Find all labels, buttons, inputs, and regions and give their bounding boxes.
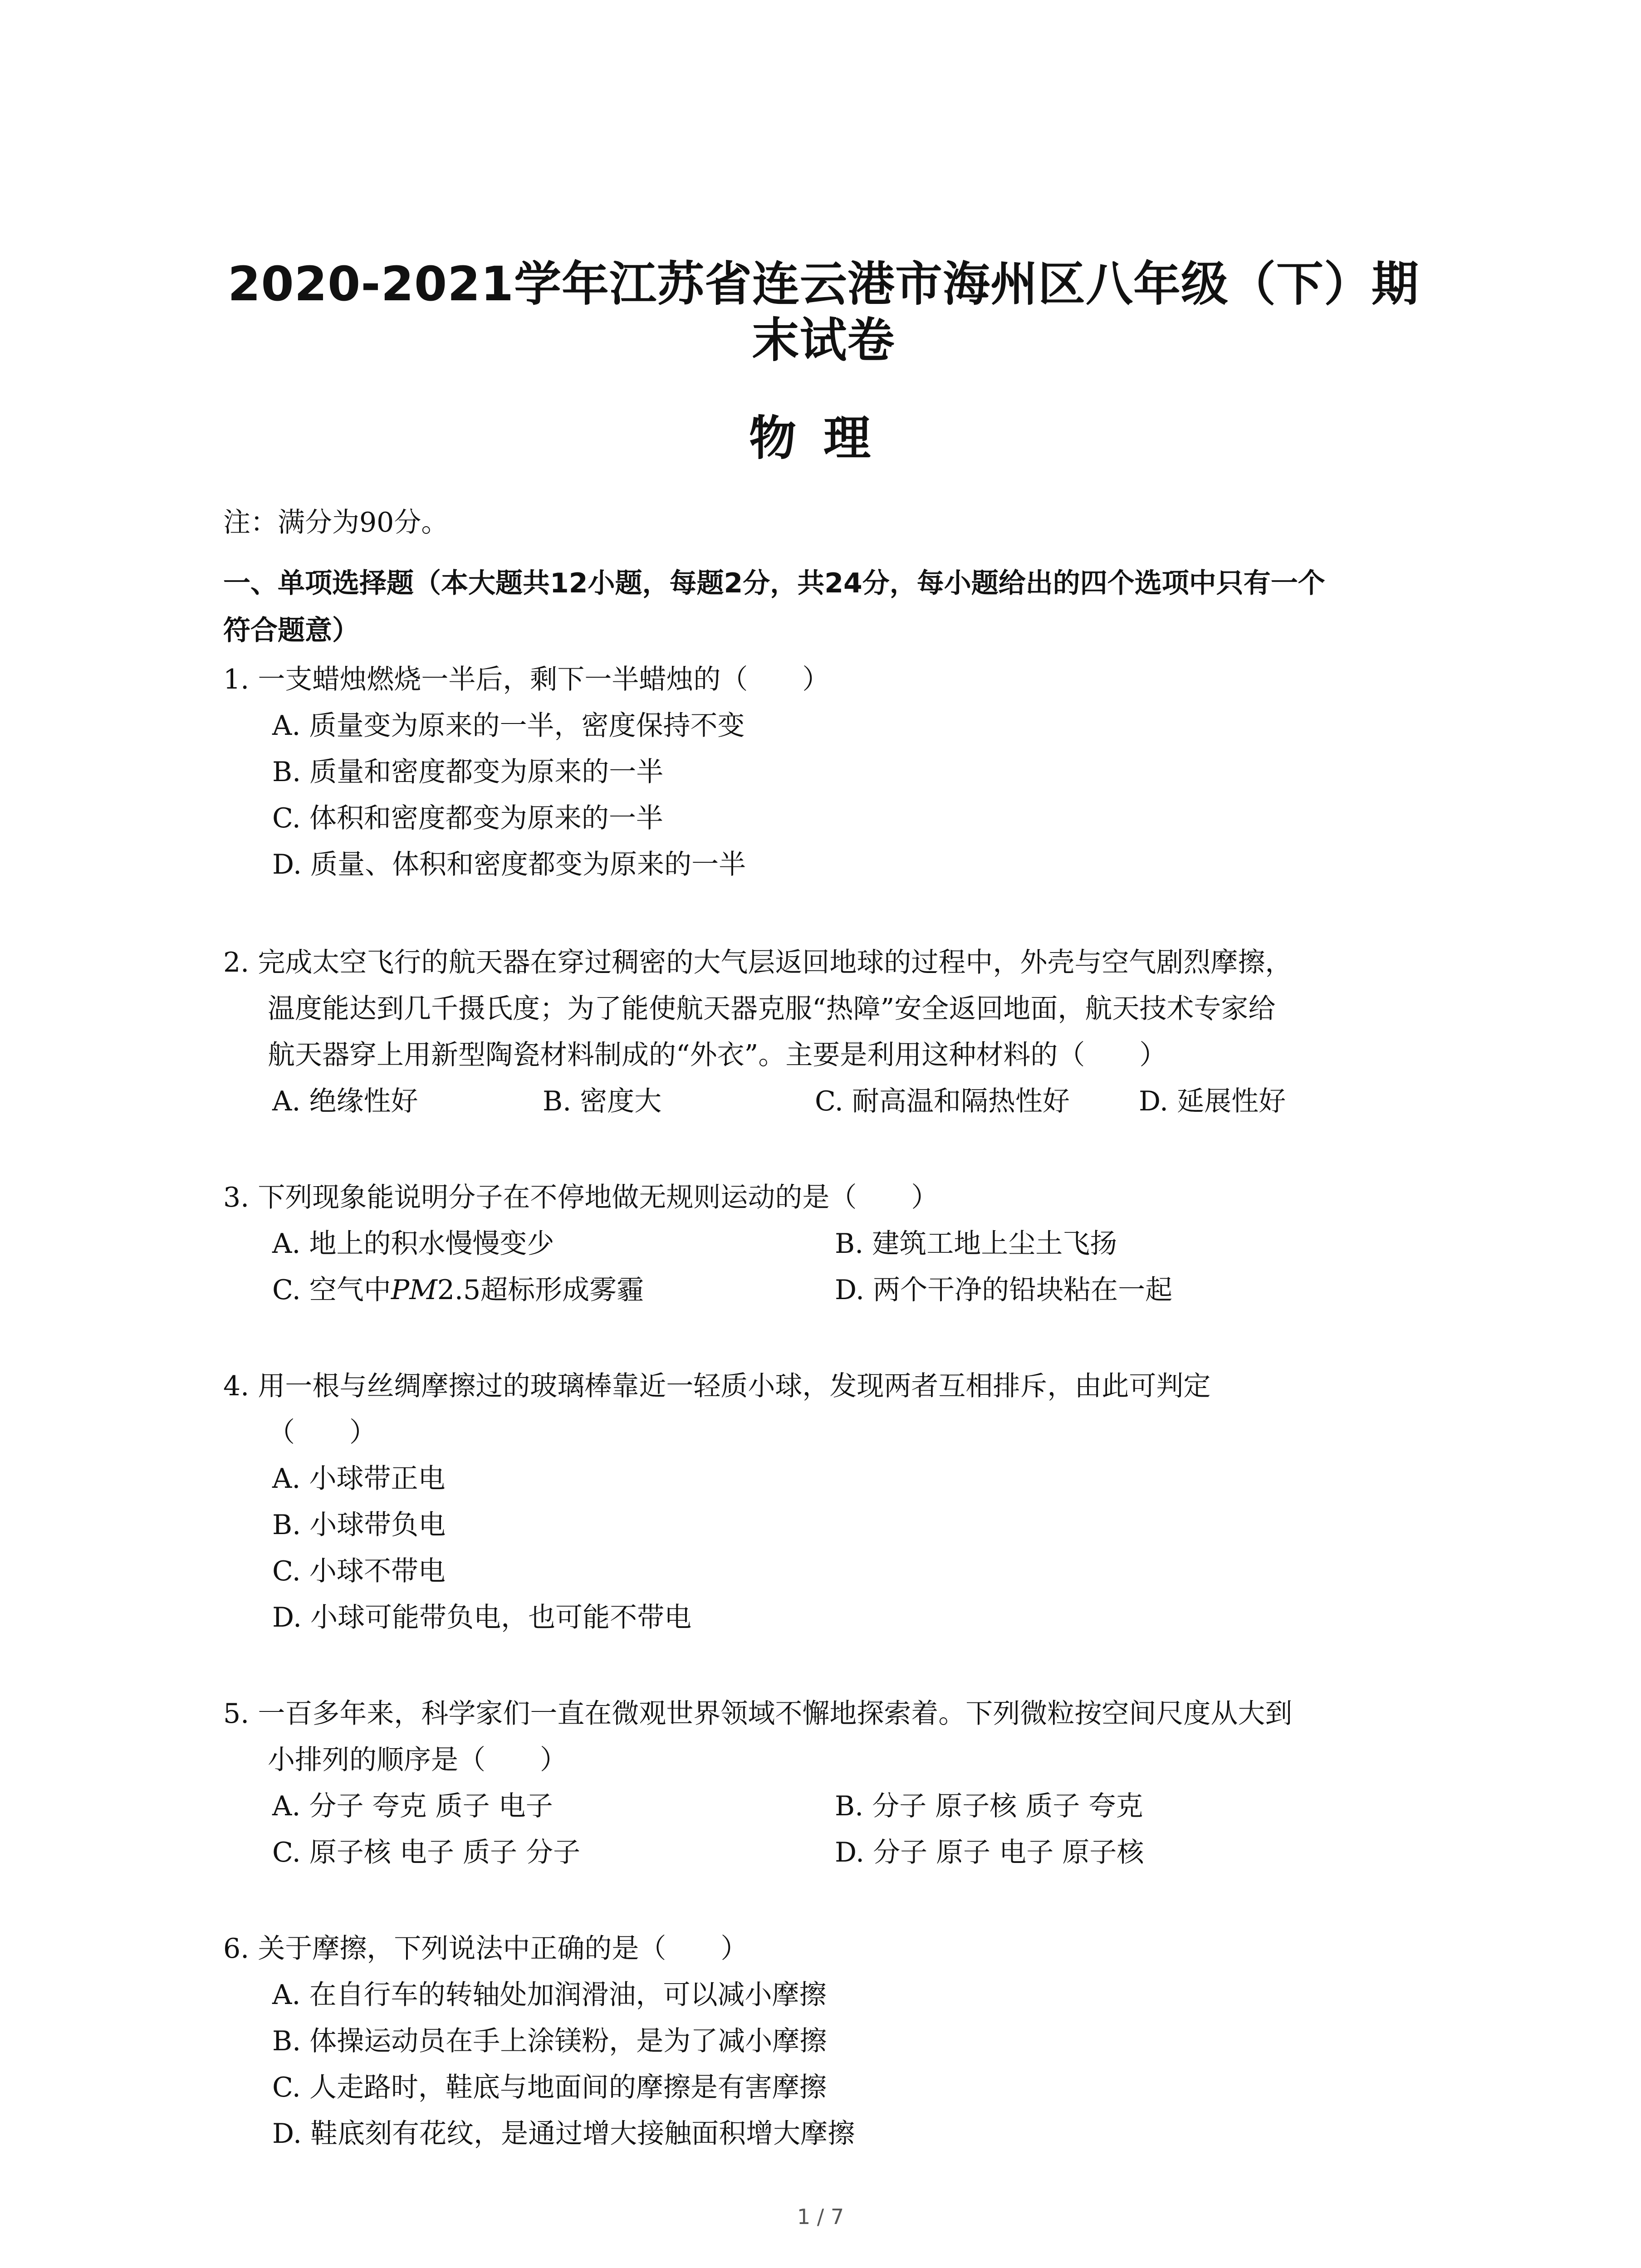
question-3-option-b: B. 建筑工地上尘土飞扬 — [835, 1228, 1117, 1260]
question-3-option-c — [272, 1272, 644, 1308]
question-6-stem: 6. 关于摩擦，下列说法中正确的是（ ） — [223, 1933, 748, 1965]
question-3-option-c-suffix: 2.5超标形成雾霾 — [437, 1274, 644, 1306]
question-6-option-a: A. 在自行车的转轴处加润滑油，可以减小摩擦 — [272, 1979, 827, 2011]
question-5-option-b: B. 分子 原子核 质子 夸克 — [835, 1790, 1143, 1822]
question-2-stem-line-3: 航天器穿上用新型陶瓷材料制成的“外衣”。主要是利用这种材料的（ ） — [268, 1039, 1167, 1071]
question-4-stem-line-2: （ ） — [268, 1417, 377, 1448]
question-4-option-b: B. 小球带负电 — [272, 1509, 446, 1541]
question-2-option-c: C. 耐高温和隔热性好 — [815, 1085, 1070, 1117]
question-2-option-b: B. 密度大 — [543, 1085, 662, 1117]
question-5-stem-line-1: 5. 一百多年来，科学家们一直在微观世界领域不懈地探索着。下列微粒按空间尺度从大到 — [223, 1698, 1293, 1730]
question-1-option-b: B. 质量和密度都变为原来的一半 — [272, 756, 664, 788]
question-4-option-d: D. 小球可能带负电，也可能不带电 — [272, 1602, 692, 1633]
exam-title-line-2: 末试卷 — [752, 313, 895, 368]
question-3-option-d: D. 两个干净的铅块粘在一起 — [835, 1274, 1173, 1306]
question-3-option-c-pm: PM — [391, 1274, 437, 1306]
question-4-stem-line-1: 4. 用一根与丝绸摩擦过的玻璃棒靠近一轻质小球，发现两者互相排斥，由此可判定 — [223, 1370, 1211, 1402]
question-3-stem: 3. 下列现象能说明分子在不停地做无规则运动的是（ ） — [223, 1182, 939, 1213]
question-1-stem: 1. 一支蜡烛燃烧一半后，剩下一半蜡烛的（ ） — [223, 664, 830, 695]
question-4-option-a: A. 小球带正电 — [272, 1463, 446, 1495]
question-5-option-d: D. 分子 原子 电子 原子核 — [835, 1837, 1144, 1868]
question-1-option-c: C. 体积和密度都变为原来的一半 — [272, 802, 663, 834]
question-4-option-c: C. 小球不带电 — [272, 1555, 446, 1587]
question-3-option-a: A. 地上的积水慢慢变少 — [272, 1228, 554, 1260]
question-5-option-c: C. 原子核 电子 质子 分子 — [272, 1837, 581, 1868]
question-2-option-a: A. 绝缘性好 — [272, 1085, 418, 1117]
exam-title-line-1: 2020-2021学年江苏省连云港市海州区八年级（下）期 — [227, 256, 1420, 312]
question-2-stem-line-2: 温度能达到几千摄氏度；为了能使航天器克服“热障”安全返回地面，航天技术专家给 — [268, 993, 1276, 1025]
question-1-option-d: D. 质量、体积和密度都变为原来的一半 — [272, 849, 746, 880]
question-6-option-b: B. 体操运动员在手上涂镁粉，是为了减小摩擦 — [272, 2025, 827, 2057]
page-number: 1 / 7 — [797, 2204, 844, 2229]
question-6-option-d: D. 鞋底刻有花纹，是通过增大接触面积增大摩擦 — [272, 2118, 855, 2150]
question-3-option-c-prefix: C. 空气中 — [272, 1274, 391, 1306]
question-5-stem-line-2: 小排列的顺序是（ ） — [268, 1744, 567, 1776]
section-heading-line-1: 一、单项选择题（本大题共12小题，每题2分，共24分，每小题给出的四个选项中只有一个 — [223, 567, 1325, 599]
subject-heading: 物理 — [749, 411, 898, 466]
question-2-stem-line-1: 2. 完成太空飞行的航天器在穿过稠密的大气层返回地球的过程中，外壳与空气剧烈摩擦， — [223, 947, 1293, 978]
question-2-option-d: D. 延展性好 — [1139, 1085, 1286, 1117]
section-heading-line-2: 符合题意） — [223, 615, 359, 646]
question-1-option-a: A. 质量变为原来的一半，密度保持不变 — [272, 710, 745, 742]
question-5-option-a: A. 分子 夸克 质子 电子 — [272, 1790, 553, 1822]
score-note: 注：满分为90分。 — [223, 507, 449, 538]
question-6-option-c: C. 人走路时，鞋底与地面间的摩擦是有害摩擦 — [272, 2072, 827, 2103]
